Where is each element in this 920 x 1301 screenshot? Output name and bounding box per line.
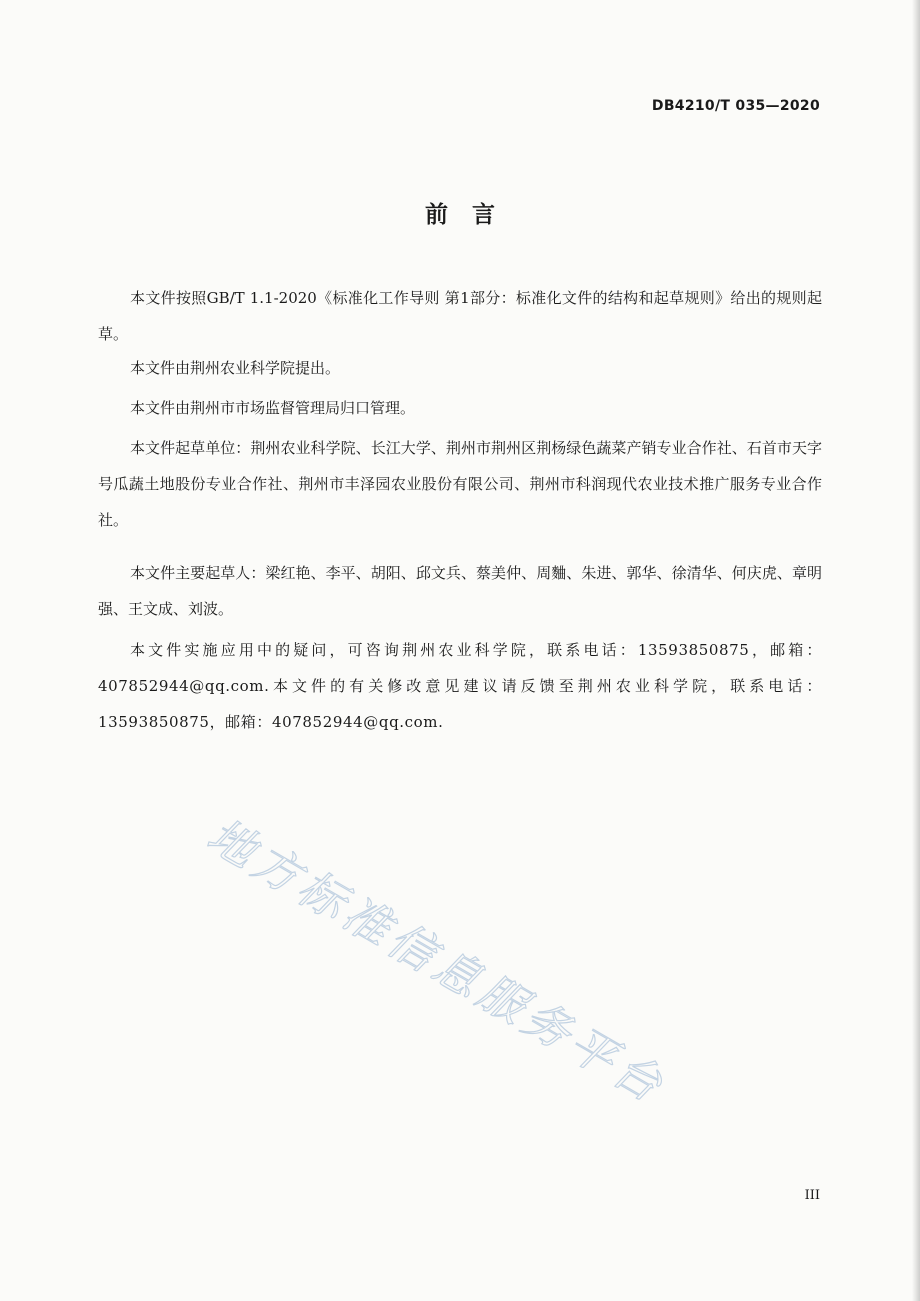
page-number: III (804, 1188, 820, 1203)
paragraph-drafters: 本文件主要起草人：梁红艳、李平、胡阳、邱文兵、蔡美仲、周麯、朱进、郭华、徐清华、何庆虎、章明强、王文成、刘波。 (98, 564, 822, 618)
paragraph-proposer: 本文件由荆州农业科学院提出。 (130, 359, 341, 377)
paragraph-drafting-units: 本文件起草单位：荆州农业科学院、长江大学、荆州市荆州区荆杨绿色蔬菜产销专业合作社、石首市天字号瓜蔬土地股份专业合作社、荆州市丰泽园农业股份有限公司、荆州市科润现代农业技术推广服务专业合作社。 (98, 439, 822, 529)
page-title: 前言 (425, 202, 519, 228)
paragraph-drafting-rules: 本文件按照GB/T 1.1-2020《标准化工作导则 第1部分：标准化文件的结构和起草规则》给出的规则起草。 (98, 289, 822, 343)
paragraph-contact: 本文件实施应用中的疑问，可咨询荆州农业科学院，联系电话：13593850875，邮箱：407852944@qq.com.本文件的有关修改意见建议请反馈至荆州农业科学院，联系电话：13593850875，邮箱：407852944@qq.com. (98, 641, 822, 731)
paragraph-administrator: 本文件由荆州市市场监督管理局归口管理。 (130, 399, 416, 417)
document-code: DB4210/T 035—2020 (651, 98, 820, 114)
watermark: 地方标准信息服务平台 (198, 807, 676, 1115)
